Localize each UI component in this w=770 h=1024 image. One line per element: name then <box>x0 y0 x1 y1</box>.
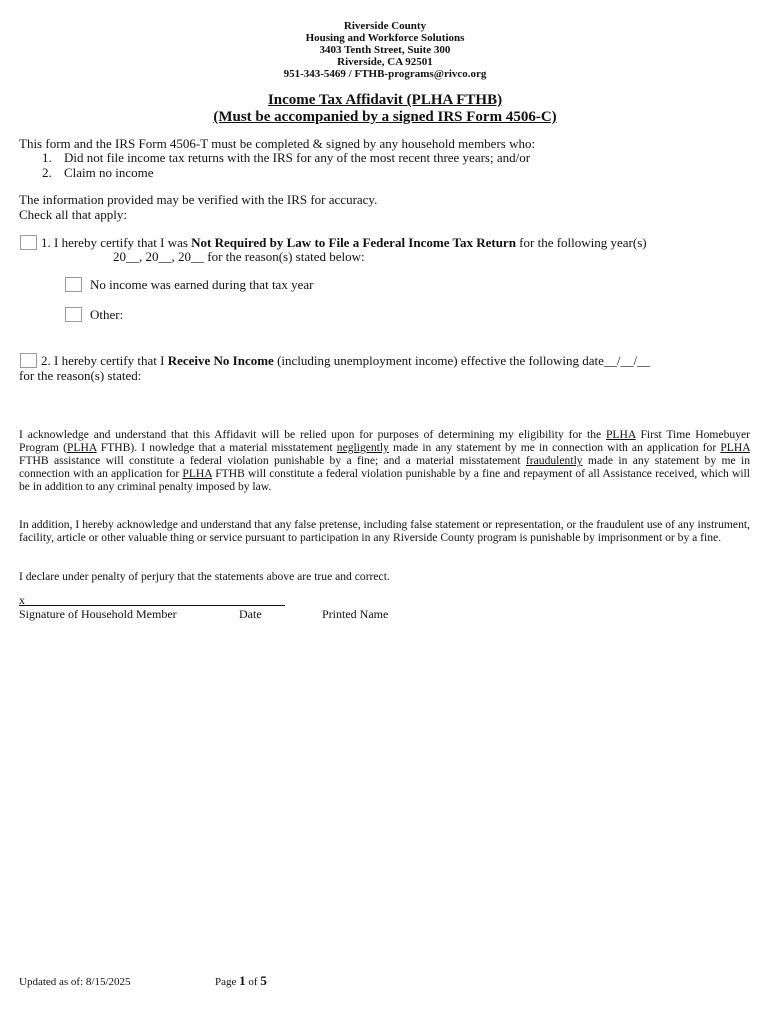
other-label: Other: <box>90 307 124 322</box>
cert2-reason-line: for the reason(s) stated: <box>19 368 142 383</box>
header-org: Riverside County <box>343 20 427 32</box>
signature-label: Signature of Household Member <box>19 607 177 621</box>
other-checkbox[interactable] <box>65 307 82 322</box>
verify-note: The information provided may be verified with the IRS for accuracy. <box>19 192 378 207</box>
signature-line[interactable] <box>19 605 285 606</box>
cert1-text: 1. I hereby certify that I was Not Required by Law to File a Federal Income Tax Return for the following year(s) <box>41 235 647 250</box>
printed-name-label: Printed Name <box>322 607 389 621</box>
cert1-years-line: 20__, 20__, 20__ for the reason(s) stated below: <box>113 249 365 264</box>
footer-updated: Updated as of: 8/15/2025 <box>19 976 131 988</box>
cert2-text: 2. I hereby certify that I Receive No Income (including unemployment income) effective the following date__/__/__ <box>41 353 651 368</box>
header-dept: Housing and Workforce Solutions <box>305 32 465 44</box>
no-income-checkbox[interactable] <box>65 277 82 292</box>
perjury-declaration: I declare under penalty of perjury that the statements above are true and correct. <box>19 570 390 583</box>
intro-item-1: Did not file income tax returns with the IRS for any of the most recent three years; and/or <box>64 150 531 165</box>
ack-paragraph-2: In addition, I hereby acknowledge and understand that any false pretense, including false statement or representation, or the fraudulent use of any instrument, facility, article or other valuable thing or service pursuant to participation in any Riverside County program is punishable by imprisonment or by a fine. <box>19 518 750 544</box>
check-all-label: Check all that apply: <box>19 207 127 222</box>
form-title: Income Tax Affidavit (PLHA FTHB) <box>267 92 503 108</box>
date-label: Date <box>239 607 262 621</box>
cert1-checkbox[interactable] <box>20 235 37 250</box>
header-city: Riverside, CA 92501 <box>337 56 433 68</box>
signature-x-mark: x <box>19 593 25 607</box>
intro-item-2-num: 2. <box>42 165 52 180</box>
footer-page-number: Page 1 of 5 <box>215 973 267 988</box>
ack-paragraph-1: I acknowledge and understand that this Affidavit will be relied upon for purposes of determining my eligibility for the PLHA First Time Homebuyer Program (PLHA FTHB). I nowledge that a material misstatement negligently made in any statement by me in connection with an application for PLHA FTHB assistance will constitute a federal violation punishable by a fine; and a material misstatement fraudulently made in any statement by me in connection with an application for PLHA FTHB will constitute a federal violation punishable by a fine and repayment of all Assistance received, which will be in addition to any criminal penalty imposed by law. <box>19 428 750 493</box>
header-contact: 951-343-5469 / FTHB-programs@rivco.org <box>283 68 487 80</box>
intro-item-1-num: 1. <box>42 150 52 165</box>
intro-item-2: Claim no income <box>64 165 154 180</box>
no-income-label: No income was earned during that tax year <box>90 277 314 292</box>
cert2-checkbox[interactable] <box>20 353 37 368</box>
header-street: 3403 Tenth Street, Suite 300 <box>319 44 451 56</box>
form-subtitle: (Must be accompanied by a signed IRS Form 4506-C) <box>213 109 557 125</box>
intro-text: This form and the IRS Form 4506-T must be completed & signed by any household members who: <box>19 136 536 151</box>
